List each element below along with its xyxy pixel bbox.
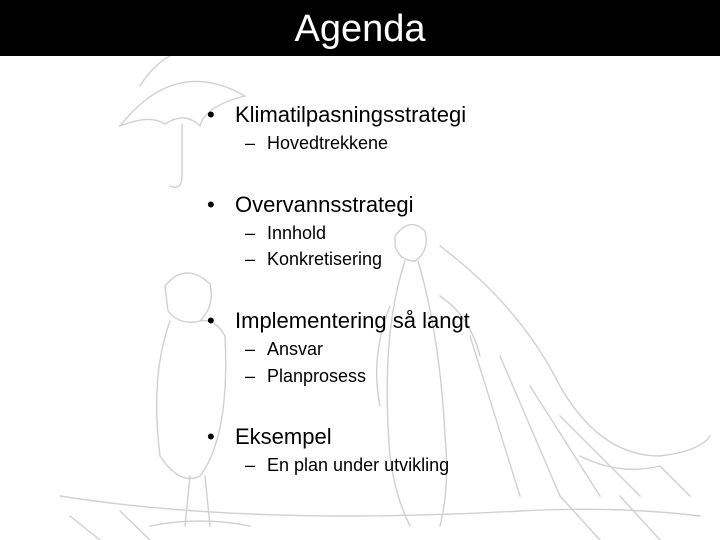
agenda-subitem xyxy=(245,132,388,154)
agenda-item xyxy=(207,424,332,450)
agenda-subitem xyxy=(245,338,323,360)
dash-marker: – xyxy=(245,366,256,386)
agenda-subitem xyxy=(245,365,366,387)
agenda-subitem-label: Hovedtrekkene xyxy=(267,133,389,153)
dash-marker: – xyxy=(245,133,256,153)
dash-marker: – xyxy=(245,455,256,475)
agenda-item-label: Klimatilpasningsstrategi xyxy=(235,102,467,127)
bullet-marker: • xyxy=(207,424,215,449)
agenda-item xyxy=(207,102,466,128)
slide-title: Agenda xyxy=(294,8,426,50)
agenda-item xyxy=(207,308,470,334)
dash-marker: – xyxy=(245,339,256,359)
agenda-subitem xyxy=(245,248,382,270)
agenda-subitem xyxy=(245,222,326,244)
dash-marker: – xyxy=(245,249,256,269)
agenda-subitem-label: Planprosess xyxy=(267,366,367,386)
agenda-subitem-label: Innhold xyxy=(267,223,327,243)
agenda-subitem xyxy=(245,454,449,476)
agenda-item-label: Implementering så langt xyxy=(235,308,470,333)
agenda-subitem-label: En plan under utvikling xyxy=(267,455,450,475)
agenda-item xyxy=(207,192,414,218)
bullet-marker: • xyxy=(207,192,215,217)
agenda-subitem-label: Konkretisering xyxy=(267,249,383,269)
title-bar xyxy=(0,0,720,56)
agenda-subitem-label: Ansvar xyxy=(267,339,324,359)
bullet-marker: • xyxy=(207,308,215,333)
bullet-marker: • xyxy=(207,102,215,127)
agenda-item-label: Overvannsstrategi xyxy=(235,192,414,217)
dash-marker: – xyxy=(245,223,256,243)
agenda-item-label: Eksempel xyxy=(235,424,332,449)
